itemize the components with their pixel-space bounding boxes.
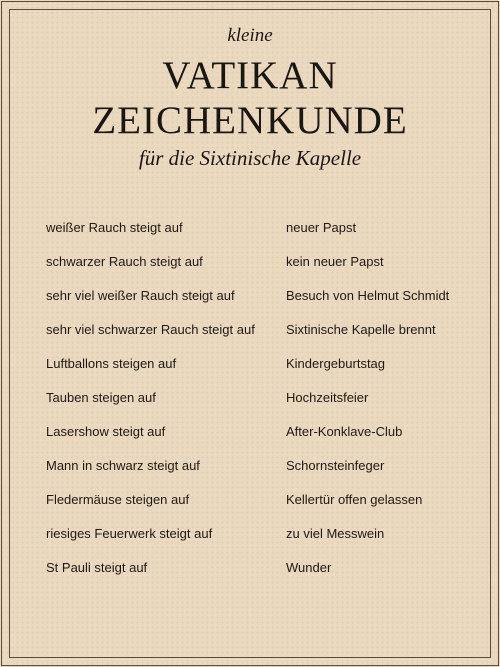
kicker-text: kleine [227,25,273,46]
list-row [0,216,500,250]
list-row [0,386,500,420]
list-row [0,420,500,454]
list-row [0,556,500,590]
list-row [0,284,500,318]
sign-text: sehr viel schwarzer Rauch steigt auf [46,322,255,337]
meaning-text: Kellertür offen gelassen [286,492,423,507]
list-row [0,454,500,488]
list-row [0,522,500,556]
sign-text: riesiges Feuerwerk steigt auf [46,526,213,541]
meaning-text: Schornsteinfeger [286,458,385,473]
sign-text: Tauben steigen auf [46,390,156,405]
sign-text: Fledermäuse steigen auf [46,492,190,507]
meaning-text: Besuch von Helmut Schmidt [286,288,450,303]
list-row [0,352,500,386]
meaning-text: Wunder [286,560,332,575]
title-line-1: VATIKAN [162,54,338,97]
meaning-text: kein neuer Papst [286,254,384,269]
sign-meaning-list [0,216,500,590]
meaning-text: neuer Papst [286,220,357,235]
subtitle: für die Sixtinische Kapelle [138,146,362,170]
meaning-text: Sixtinische Kapelle brennt [286,322,436,337]
title-line-2: ZEICHENKUNDE [92,99,408,142]
sign-text: Mann in schwarz steigt auf [46,458,200,473]
sign-text: Lasershow steigt auf [46,424,166,439]
sign-text: schwarzer Rauch steigt auf [46,254,203,269]
meaning-text: Kindergeburtstag [286,356,386,371]
sign-text: weißer Rauch steigt auf [46,220,183,235]
meaning-text: zu viel Messwein [286,526,385,541]
meaning-text: After-Konklave-Club [286,424,403,439]
list-row [0,318,500,352]
list-row [0,250,500,284]
list-row [0,488,500,522]
sign-text: sehr viel weißer Rauch steigt auf [46,288,235,303]
meaning-text: Hochzeitsfeier [286,390,369,405]
sign-text: St Pauli steigt auf [46,560,148,575]
sign-text: Luftballons steigen auf [46,356,177,371]
